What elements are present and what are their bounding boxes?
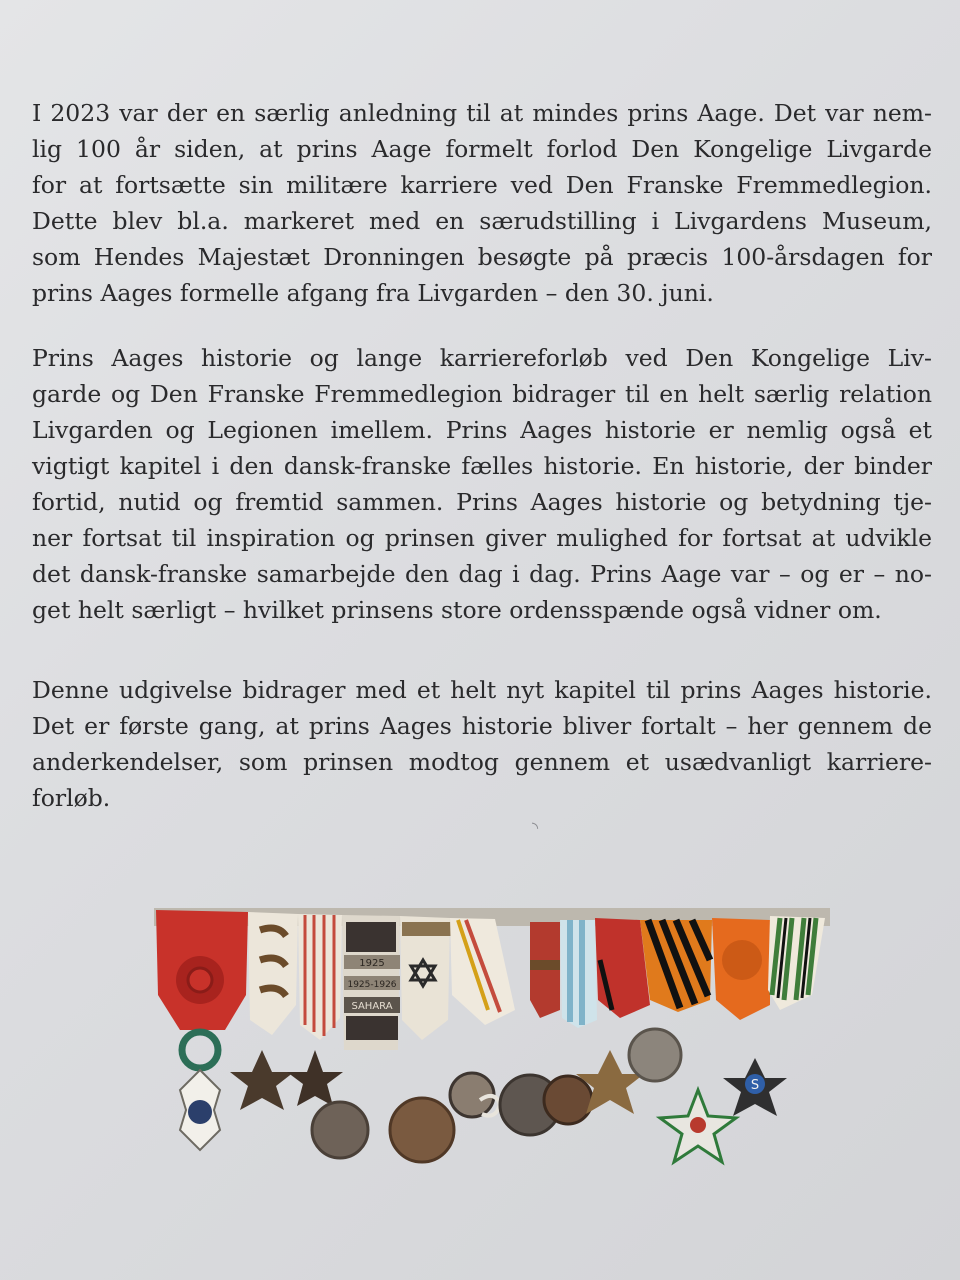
text-line: for at fortsætte sin militære karriere ved Den Franske Fremmedlegion. bbox=[32, 171, 932, 199]
text-line: anderkendelser, som prinsen modtog gennem et usædvanligt karriere- bbox=[32, 748, 932, 776]
clasp-text: 1925-1926 bbox=[347, 980, 397, 990]
text-line: vigtigt kapitel i den dansk-franske fælles historie. En historie, der binder bbox=[32, 452, 932, 480]
text-line: Dette blev bl.a. markeret med en særudstilling i Livgardens Museum, bbox=[32, 207, 932, 235]
medals bbox=[180, 1029, 787, 1162]
paragraph-3 bbox=[32, 672, 932, 816]
clasp-text: SAHARA bbox=[351, 1001, 393, 1012]
stray-mark: ◝ bbox=[532, 818, 539, 837]
paragraph-1 bbox=[32, 95, 932, 311]
text-line: fortid, nutid og fremtid sammen. Prins Aages historie og betydning tje- bbox=[32, 488, 932, 516]
cross-letter: S bbox=[750, 1078, 760, 1093]
medal-bar-photo bbox=[150, 900, 830, 1200]
text-line: garde og Den Franske Fremmedlegion bidrager til en helt særlig relation bbox=[32, 380, 932, 408]
text-line: prins Aages formelle afgang fra Livgarden – den 30. juni. bbox=[32, 279, 714, 307]
clasp-text: 1925 bbox=[359, 958, 385, 969]
text-line: I 2023 var der en særlig anledning til at mindes prins Aage. Det var nem- bbox=[32, 99, 932, 127]
text-line: Livgarden og Legionen imellem. Prins Aages historie er nemlig også et bbox=[32, 416, 932, 444]
text-line: Det er første gang, at prins Aages historie bliver fortalt – her gennem de bbox=[32, 712, 932, 740]
text-line: forløb. bbox=[32, 784, 111, 812]
text-line: Prins Aages historie og lange karriereforløb ved Den Kongelige Liv- bbox=[32, 344, 932, 372]
text-line: get helt særligt – hvilket prinsens store ordensspænde også vidner om. bbox=[32, 596, 882, 624]
text-line: lig 100 år siden, at prins Aage formelt forlod Den Kongelige Livgarde bbox=[32, 135, 932, 163]
ribbons bbox=[156, 910, 825, 1050]
text-line: ner fortsat til inspiration og prinsen giver mulighed for fortsat at udvikle bbox=[32, 524, 932, 552]
paragraph-2 bbox=[32, 340, 932, 628]
text-line: som Hendes Majestæt Dronningen besøgte på præcis 100-årsdagen for bbox=[32, 243, 932, 271]
text-line: Denne udgivelse bidrager med et helt nyt kapitel til prins Aages historie. bbox=[32, 676, 932, 704]
text-line: det dansk-franske samarbejde den dag i dag. Prins Aage var – og er – no- bbox=[32, 560, 932, 588]
